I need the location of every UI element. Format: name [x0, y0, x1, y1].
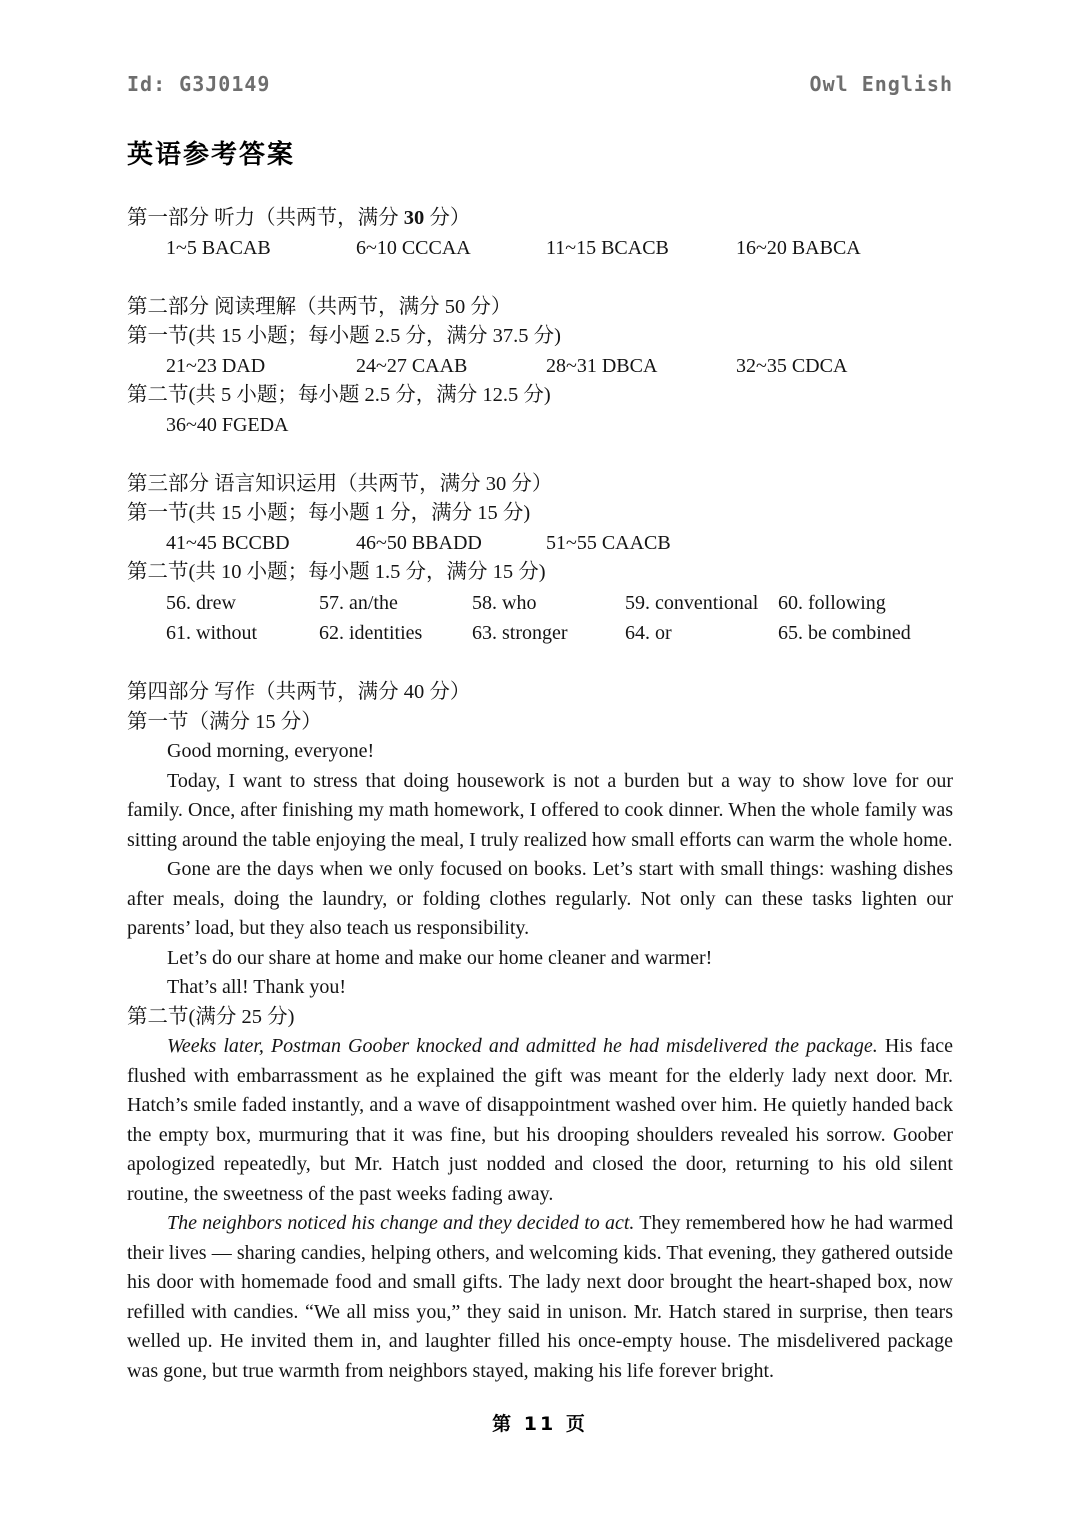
essay2-paragraph: [127, 1209, 953, 1386]
part1-answers-row: [127, 234, 953, 264]
essay1-paragraph: Gone are the days when we only focused on books. Let’s start with small things: washing dishes after meals, doing the laundry, or folding clothes regularly. Not only can these tasks lighten our parents’ load, but they also teach us responsibility.: [127, 858, 953, 939]
answer-group: 1~5 BACAB: [166, 236, 271, 259]
answer-group: 51~55 CAACB: [546, 531, 671, 554]
page-number: 第 11 页: [492, 1412, 588, 1435]
part3-section2-heading: 第二节(共 10 小题；每小题 1.5 分，满分 15 分): [127, 561, 546, 583]
answer-group: 28~31 DBCA: [546, 354, 658, 377]
part1-heading-pre: 第一部分 听力（共两节，满分: [127, 207, 404, 229]
answer-group: 46~50 BBADD: [356, 531, 482, 554]
part3-section2-answers-row-2: [127, 618, 953, 649]
document-id: Id: G3J0149: [127, 72, 271, 96]
part4-heading: 第四部分 写作（共两节，满分 40 分）: [127, 681, 471, 703]
answer-item: 59. conventional: [625, 591, 759, 614]
answer-group: 36~40 FGEDA: [166, 413, 289, 436]
part3-section2-answers-row-1: [127, 588, 953, 619]
part3-heading: 第三部分 语言知识运用（共两节，满分 30 分）: [127, 472, 553, 495]
answer-group: 41~45 BCCBD: [166, 531, 290, 554]
essay1-paragraph: Today, I want to stress that doing housework is not a burden but a way to show love for our family. Once, after finishing my math homework, I offered to cook dinner. When the whole family was sitting around the table enjoying the meal, I truly realized how small efforts can warm the whole home.: [127, 769, 953, 851]
part2-section2-heading: 第二节(共 5 小题；每小题 2.5 分，满分 12.5 分): [127, 384, 551, 406]
part2-section1-heading: 第一节(共 15 小题；每小题 2.5 分，满分 37.5 分): [127, 325, 561, 347]
answer-group: 16~20 BABCA: [736, 236, 861, 259]
answer-group: 21~23 DAD: [166, 354, 266, 377]
part3-section1-answers-row: [127, 529, 953, 559]
essay2-paragraph-rest: His face flushed with embarrassment as he explained the gift was meant for the elderly lady next door. Mr. Hatch’s smile faded instantly, and a wave of disappointment washed over him. He quietly handed back the empty box, murmuring that it was fine, but his drooping shoulders revealed his sorrow. Goober apologized repeatedly, but Mr. Hatch just nodded and closed the door, returning to his old silent routine, the sweetness of the past weeks fading away.: [127, 1035, 953, 1205]
answer-item: 65. be combined: [778, 622, 911, 644]
part1-heading: [127, 204, 953, 234]
essay2-paragraph-lead-italic: The neighbors noticed his change and they decided to act.: [167, 1212, 635, 1234]
essay2-paragraph: [127, 1032, 953, 1209]
answer-group: 32~35 CDCA: [736, 354, 848, 377]
part2-heading: 第二部分 阅读理解（共两节，满分 50 分）: [127, 295, 512, 318]
answer-item: 58. who: [472, 591, 537, 614]
essay1-paragraph: Good morning, everyone!: [167, 740, 375, 762]
part1-heading-score: 30: [403, 207, 425, 229]
answer-item: 61. without: [166, 622, 258, 644]
page-title: 英语参考答案: [127, 140, 296, 170]
answer-item: 56. drew: [166, 591, 236, 614]
answer-item: 64. or: [625, 622, 672, 644]
answer-group: 24~27 CAAB: [356, 354, 468, 377]
answer-item: 62. identities: [319, 622, 423, 644]
part3-section1-heading: 第一节(共 15 小题；每小题 1 分，满分 15 分): [127, 502, 531, 524]
answer-item: 60. following: [778, 591, 886, 614]
brand-name: Owl English: [809, 72, 953, 96]
part2-section2-answers-row: [127, 411, 953, 441]
essay1-paragraph: That’s all! Thank you!: [167, 976, 347, 998]
essay2-paragraph-rest: They remembered how he had warmed their lives — sharing candies, helping others, and welcoming kids. That evening, they gathered outside his door with homemade food and small gifts. The lady next door brought the heart-shaped box, now refilled with candies. “We all miss you,” they said in unison. Mr. Hatch stared in surprise, then tears welled up. He invited them in, and laughter filled his once-empty house. The misdelivered package was gone, but true warmth from neighbors stayed, making his life forever bright.: [127, 1212, 953, 1382]
page-header: [127, 72, 953, 96]
part4-section1-heading: 第一节（满分 15 分）: [127, 710, 322, 733]
part4-section2-heading: 第二节(满分 25 分): [127, 1005, 295, 1028]
essay1-paragraph: Let’s do our share at home and make our home cleaner and warmer!: [167, 946, 713, 969]
essay2-paragraph-lead-italic: Weeks later, Postman Goober knocked and admitted he had misdelivered the package.: [167, 1035, 878, 1057]
answer-item: 57. an/the: [319, 591, 398, 614]
answer-group: 6~10 CCCAA: [356, 236, 471, 259]
answer-group: 11~15 BCACB: [546, 236, 669, 259]
part1-heading-post: 分）: [424, 207, 471, 229]
part2-section1-answers-row: [127, 352, 953, 382]
answer-item: 63. stronger: [472, 622, 568, 644]
